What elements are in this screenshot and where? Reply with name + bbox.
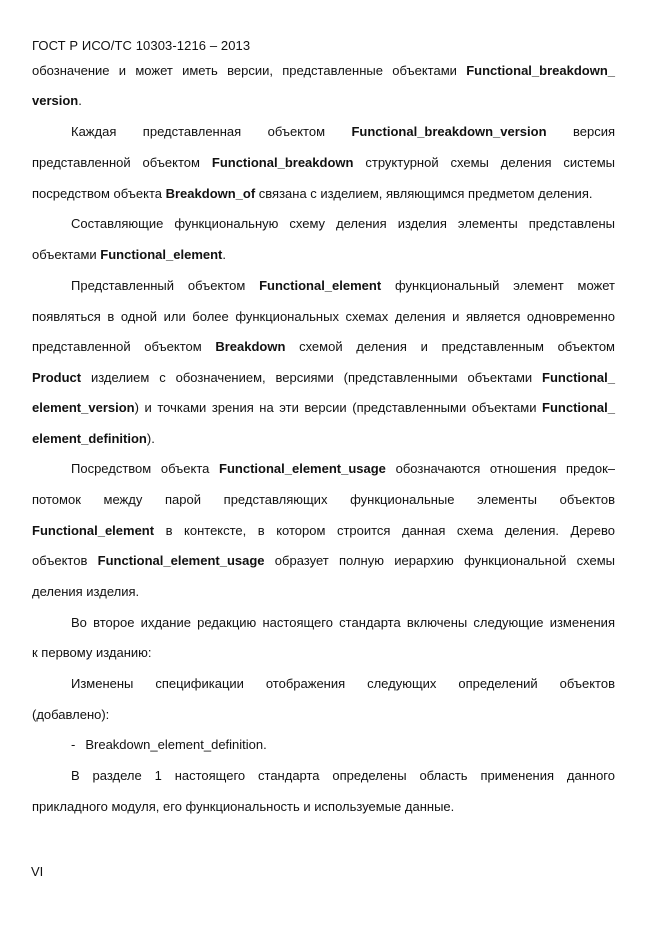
paragraph-line: Functional_element в контексте, в котором строится данная схема деления. Дерево [32,523,615,538]
paragraph-line: version. [32,93,82,108]
paragraph-line: обозначение и может иметь версии, представленные объектами Functional_breakdown_ [32,63,615,78]
paragraph-line: Каждая представленная объектом Functional_breakdown_version версия [71,124,615,139]
paragraph-line: В разделе 1 настоящего стандарта определены область применения данного [71,768,615,783]
paragraph-line: element_definition). [32,431,155,446]
document-header: ГОСТ Р ИСО/ТС 10303-1216 – 2013 [32,38,251,53]
list-item: - Breakdown_element_definition. [71,737,267,752]
paragraph-line: посредством объекта Breakdown_of связана с изделием, являющимся предметом деления. [32,186,593,201]
paragraph-line: деления изделия. [32,584,140,599]
paragraph-line: Представленный объектом Functional_element функциональный элемент может [71,278,615,293]
paragraph-line: потомок между парой представляющих функциональные элементы объектов [32,492,615,507]
paragraph-line: появляться в одной или более функциональных схемах деления и является одновременно [32,309,615,324]
paragraph-line: представленной объектом Breakdown схемой деления и представленным объектом [32,339,615,354]
paragraph-line: представленной объектом Functional_breakdown структурной схемы деления системы [32,155,615,170]
list-dash: - [71,737,76,752]
page-number: VI [31,864,44,879]
paragraph-line: к первому изданию: [32,645,152,660]
paragraph-line: Составляющие функциональную схему деления изделия элементы представлены [71,216,615,231]
paragraph-line: Во второе ихдание редакцию настоящего стандарта включены следующие изменения [71,615,615,630]
paragraph-line: объектов Functional_element_usage образует полную иерархию функциональной схемы [32,553,615,568]
paragraph-line: (добавлено): [32,707,110,722]
paragraph-line: element_version) и точками зрения на эти версии (представленными объектами Functional_ [32,400,615,415]
paragraph-line: Посредством объекта Functional_element_usage обозначаются отношения предок– [71,461,615,476]
paragraph-line: Product изделием с обозначением, версиями (представленными объектами Functional_ [32,370,615,385]
paragraph-line: объектами Functional_element. [32,247,226,262]
paragraph-line: Изменены спецификации отображения следующих определений объектов [71,676,615,691]
paragraph-line: прикладного модуля, его функциональность и используемые данные. [32,799,455,814]
